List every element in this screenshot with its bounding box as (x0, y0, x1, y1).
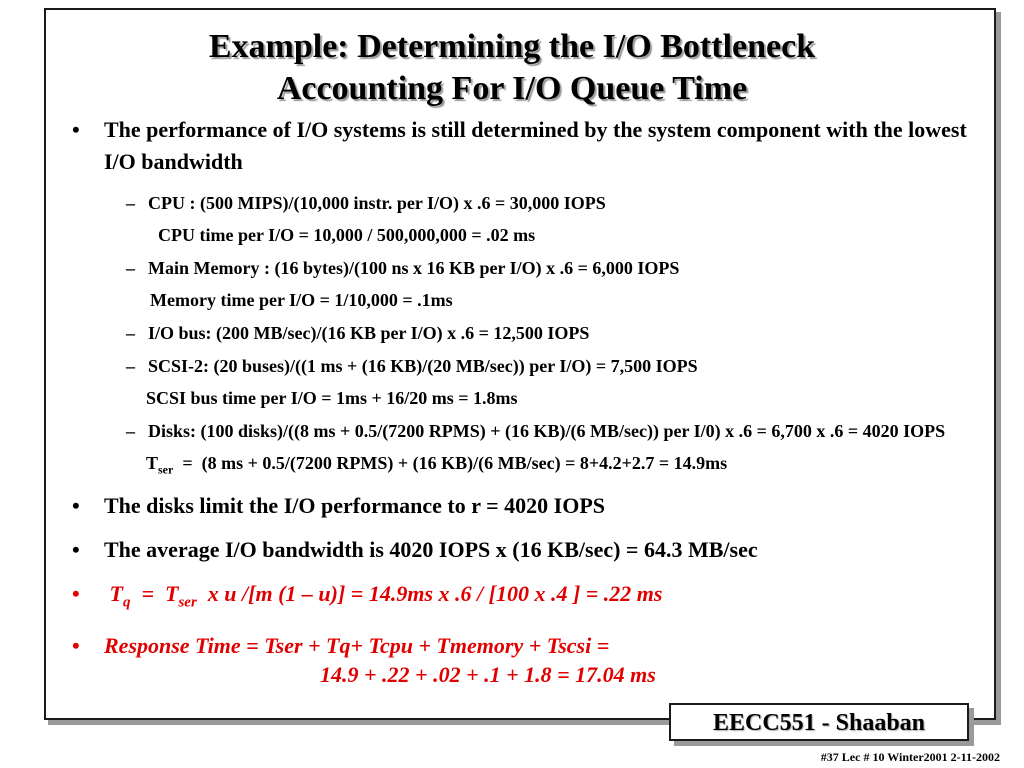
bullet-1-text: The performance of I/O systems is still determined by the system component with the lowest I/O bandwidth (104, 117, 967, 174)
bullet-2-text: The disks limit the I/O performance to r = 4020 IOPS (104, 492, 606, 518)
bullet-3 (72, 534, 972, 566)
tq-equals: = (141, 580, 154, 606)
sub-item-io-bus (72, 320, 972, 346)
sub-dash: – (126, 356, 135, 376)
slide-content (72, 114, 972, 690)
sub-dash: – (126, 193, 135, 213)
sub-dash: – (126, 421, 135, 441)
sub-dash: – (126, 258, 135, 278)
sub-item-text: Main Memory : (16 bytes)/(100 ns x 16 KB per I/O) x .6 = 6,000 IOPS (148, 258, 680, 278)
tser-subscript: ser (158, 462, 174, 477)
slide-title (0, 26, 1024, 110)
bullet-dot: • (72, 492, 80, 518)
tser-label: T (146, 453, 159, 473)
bullet-2 (72, 490, 972, 522)
sub-item-memory (72, 255, 972, 281)
slide-footer: #37 Lec # 10 Winter2001 2-11-2002 (820, 750, 1000, 764)
title-line-1: Example: Determining the I/O Bottleneck (208, 28, 816, 65)
sub-item-text: I/O bus: (200 MB/sec)/(16 KB per I/O) x .6 = 12,500 IOPS (148, 323, 590, 343)
tser-formula: (8 ms + 0.5/(7200 RPMS) + (16 KB)/(6 MB/sec) = 8+4.2+2.7 = 14.9ms (201, 453, 728, 473)
bullet-dot: • (72, 536, 80, 562)
sub-dash: – (126, 323, 135, 343)
tq-subscript: q (122, 593, 131, 610)
tser-equals: = (182, 453, 193, 473)
tq-tser-subscript: ser (178, 593, 197, 610)
sub-item-cpu (72, 190, 972, 216)
bullet-5-text: Response Time = Tser + Tq+ Tcpu + Tmemory + Tscsi = (104, 632, 610, 658)
sub-item-scsi (72, 353, 972, 379)
bullet-dot: • (72, 632, 80, 658)
sub-item-text: SCSI-2: (20 buses)/((1 ms + (16 KB)/(20 MB/sec)) per I/O) = 7,500 IOPS (148, 356, 698, 376)
tq-formula-rest: x u /[m (1 – u)] = 14.9ms x .6 / [100 x .4 ] = .22 ms (207, 580, 663, 606)
sub-item-text: Disks: (100 disks)/((8 ms + 0.5/(7200 RPMS) + (16 KB)/(6 MB/sec)) per I/0) x .6 = 6,700 x .6 = 4020 IOPS (148, 421, 946, 441)
sub-item-disks (72, 418, 972, 444)
bullet-dot: • (72, 580, 80, 606)
sub-item-text: CPU : (500 MIPS)/(10,000 instr. per I/O) x .6 = 30,000 IOPS (148, 193, 606, 213)
note-cpu-time: CPU time per I/O = 10,000 / 500,000,000 = .02 ms (158, 225, 536, 245)
course-badge: EECC551 - Shaaban (669, 703, 969, 741)
bullet-4-tq (72, 578, 972, 618)
tq-label: T (109, 580, 123, 606)
note-tser (72, 451, 972, 482)
tq-tser-label: T (165, 580, 179, 606)
bullet-5-response-time (72, 630, 972, 662)
title-line-2: Accounting For I/O Queue Time (276, 70, 748, 107)
bullet-3-text: The average I/O bandwidth is 4020 IOPS x (16 KB/sec) = 64.3 MB/sec (104, 536, 758, 562)
note-memory-time: Memory time per I/O = 1/10,000 = .1ms (150, 290, 453, 310)
bullet-1 (72, 114, 972, 178)
response-time-values: 14.9 + .22 + .02 + .1 + 1.8 = 17.04 ms (320, 661, 656, 687)
note-scsi-time: SCSI bus time per I/O = 1ms + 16/20 ms = 1.8ms (146, 388, 518, 408)
bullet-dot: • (72, 117, 80, 142)
